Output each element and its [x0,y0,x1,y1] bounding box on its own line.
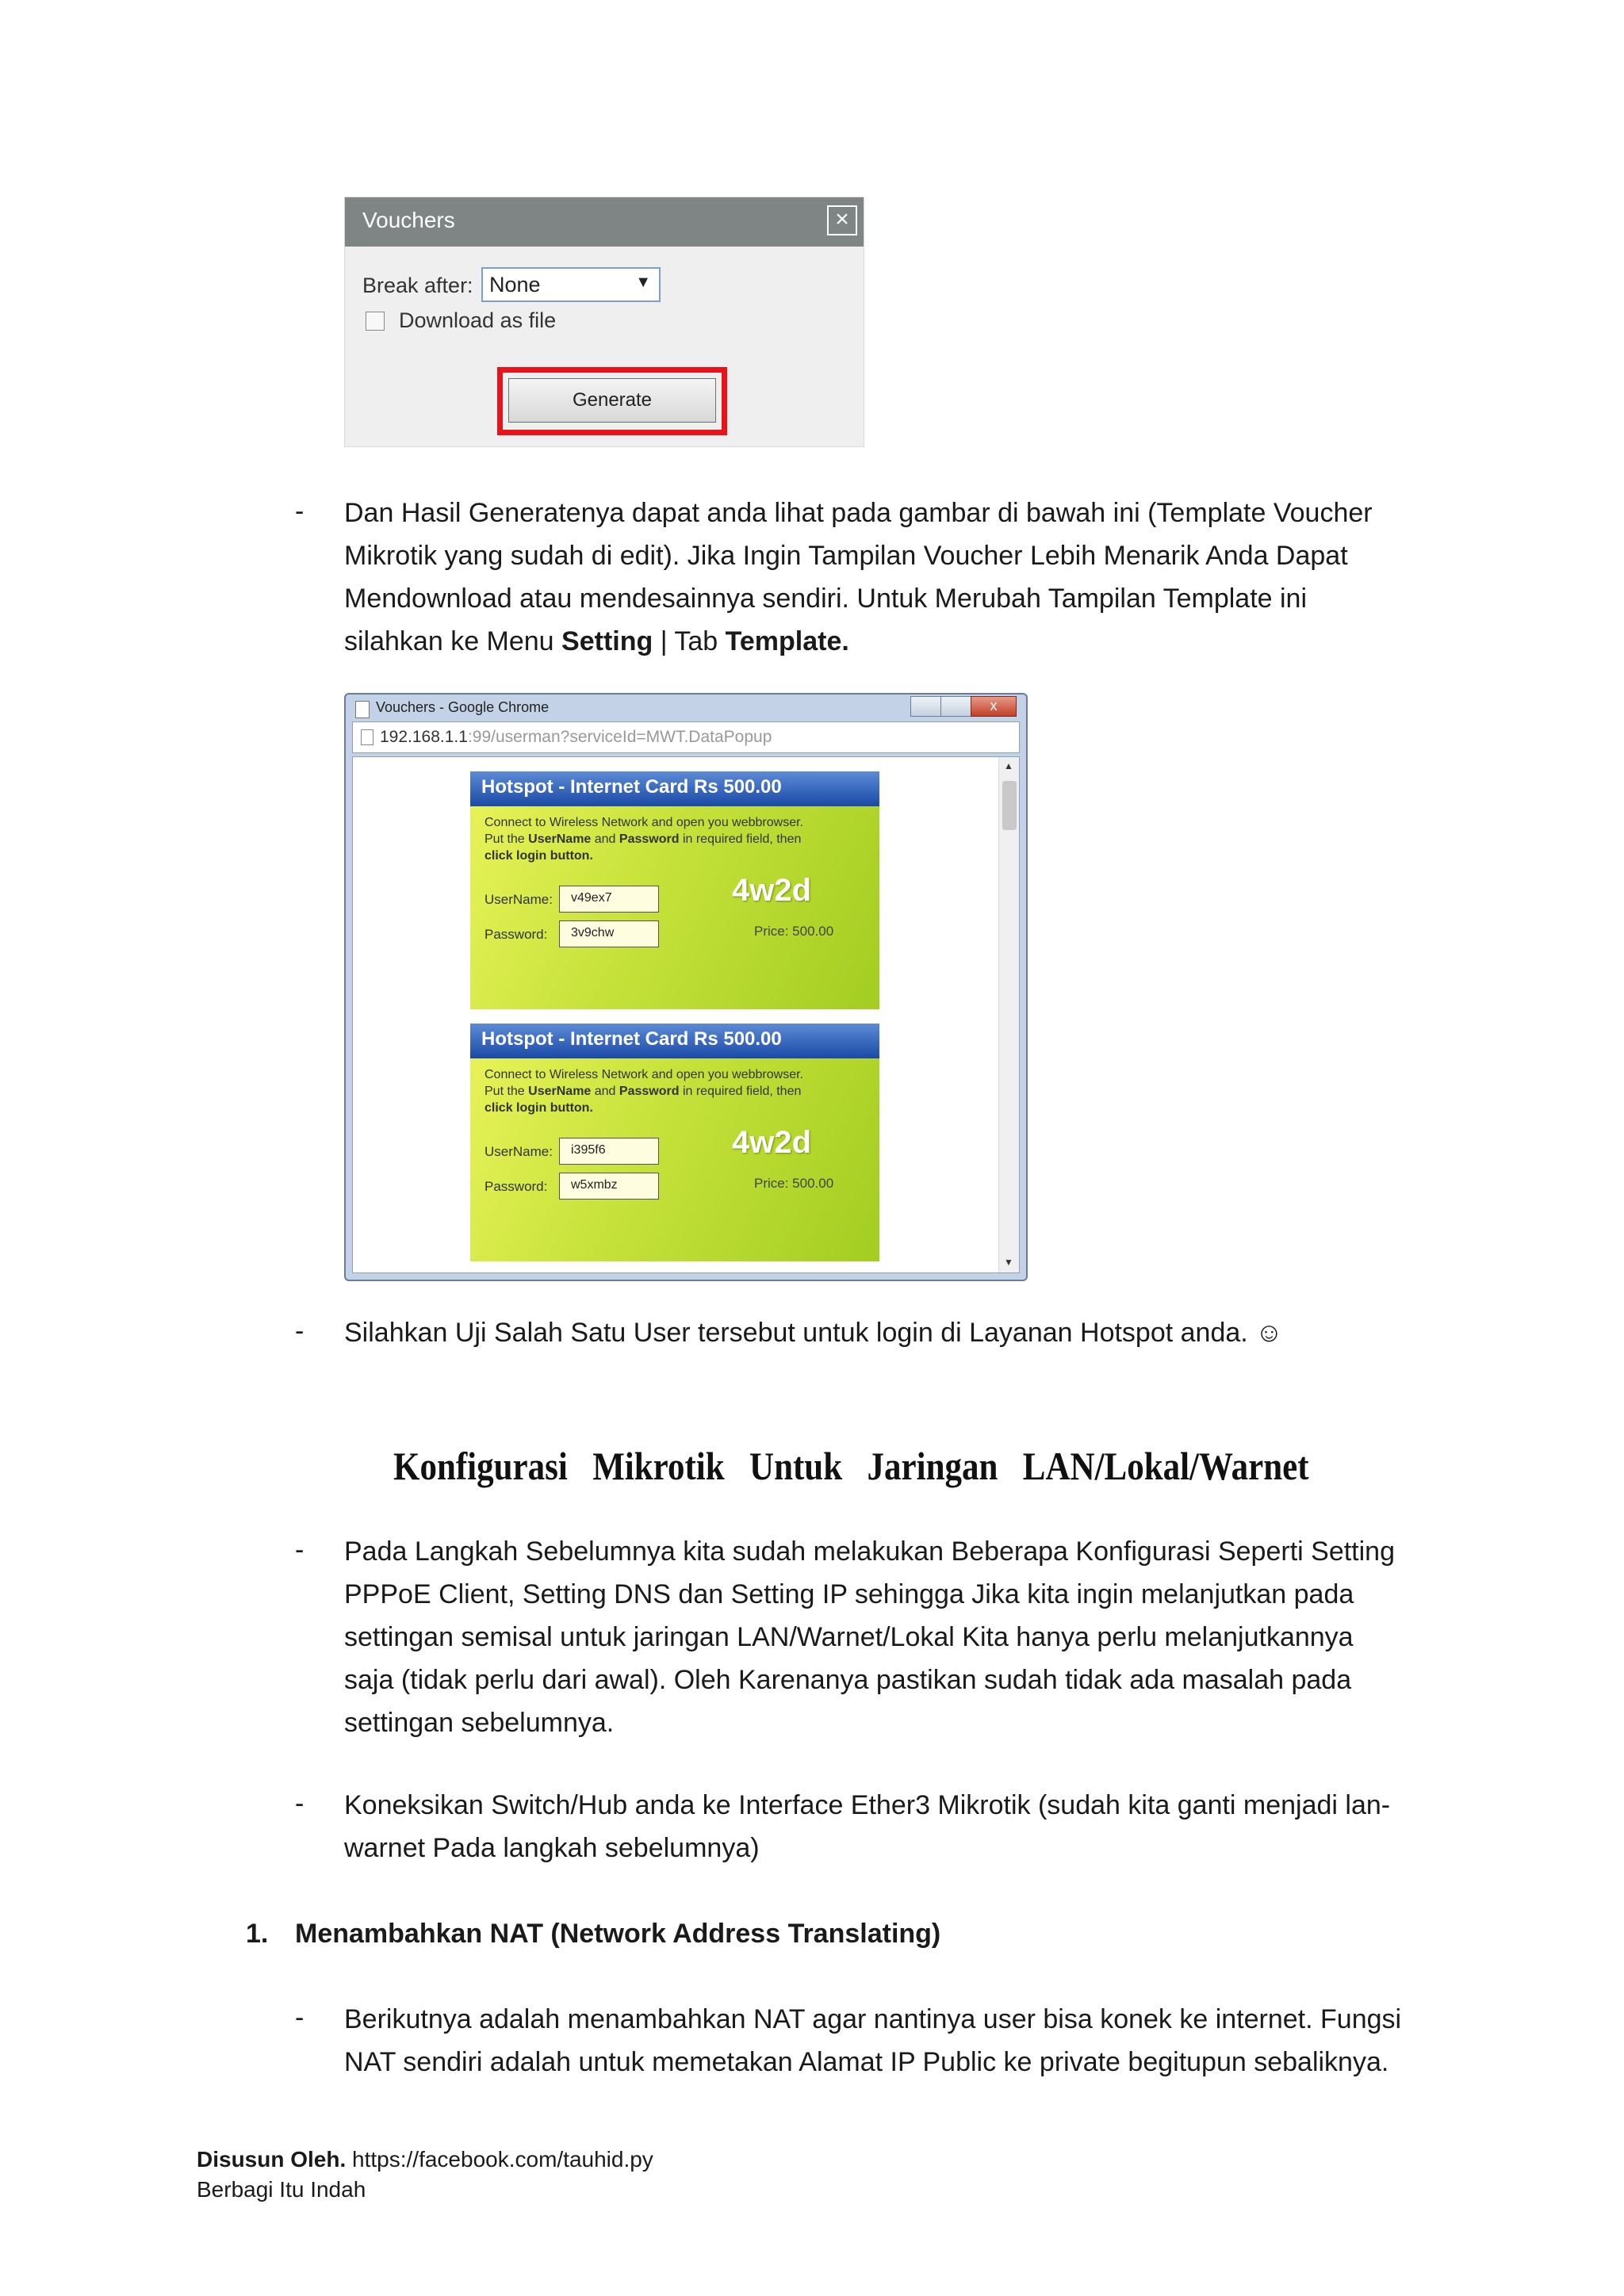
text-span: and [591,1085,619,1098]
paragraph-line: warnet Pada langkah sebelumnya) [344,1833,760,1863]
voucher-card [470,771,879,1009]
voucher-title: Hotspot - Internet Card Rs 500.00 [481,776,782,798]
instruction-line: Connect to Wireless Network and open you webbrowser. [485,816,803,829]
section-heading: Konfigurasi Mikrotik Untuk Jaringan LAN/Lokal/Warnet [393,1444,1309,1488]
voucher-card-header [470,1024,879,1058]
paragraph-line: NAT sendiri adalah untuk memetakan Alamat IP Public ke private begitupun sebaliknya. [344,2047,1389,2077]
username-label: UserName: [485,1144,553,1159]
paragraph-line: saja (tidak perlu dari awal). Oleh Karenanya pastikan sudah tidak ada masalah pada [344,1665,1352,1695]
window-close-button[interactable]: x [971,696,1017,717]
instruction-line [485,831,857,848]
paragraph-previous-config [344,1530,1431,1744]
text-span: and [591,832,619,846]
voucher-price: Price: 500.00 [754,924,834,939]
paragraph-line: Berikutnya adalah menambahkan NAT agar nantinya user bisa konek ke internet. Fungsi [344,2004,1402,2034]
voucher-price: Price: 500.00 [754,1176,834,1191]
paragraph-line: settingan sebelumnya. [344,1708,615,1738]
subheading-title: Menambahkan NAT (Network Address Translating) [295,1919,941,1949]
break-after-value: None [489,273,541,297]
address-bar[interactable] [352,721,1020,753]
browser-content [352,756,1020,1273]
voucher-card [470,1024,879,1261]
bold-setting: Setting [561,626,653,656]
password-label: Password: [485,1179,548,1194]
text-span: silahkan ke Menu [344,626,562,656]
page-icon [355,701,370,718]
minimize-button[interactable] [910,696,942,717]
bullet-dash: - [295,2003,304,2033]
break-after-label: Break after: [362,274,473,297]
voucher-title: Hotspot - Internet Card Rs 500.00 [481,1028,782,1050]
download-as-file-checkbox[interactable] [366,312,385,331]
generate-button[interactable]: Generate [508,378,716,423]
subheading-number: 1. [246,1919,269,1949]
bullet-dash: - [295,1789,304,1819]
paragraph-line: Mikrotik yang sudah di edit). Jika Ingin Tampilan Voucher Lebih Menarik Anda Dapat [344,541,1348,571]
username-field: i395f6 [559,1138,659,1165]
bullet-dash: - [295,1316,304,1346]
text-span: | Tab [653,626,726,656]
author-link[interactable]: https://facebook.com/tauhid.py [346,2147,653,2172]
paragraph-line: Mendownload atau mendesainnya sendiri. Untuk Merubah Tampilan Template ini [344,584,1308,614]
bullet-dash: - [295,496,304,526]
dialog-title-bar [345,197,864,247]
paragraph-line: Dan Hasil Generatenya dapat anda lihat pada gambar di bawah ini (Template Voucher [344,498,1373,528]
maximize-button[interactable] [940,696,972,717]
paragraph-line: settingan semisal untuk jaringan LAN/Warnet/Lokal Kita hanya perlu melanjutkannya [344,1622,1354,1652]
bold-password: Password [619,1085,680,1098]
vouchers-dialog [344,197,864,447]
scroll-thumb[interactable] [1002,781,1017,830]
instruction-line: Connect to Wireless Network and open you webbrowser. [485,1068,803,1081]
instruction-line [485,1083,857,1100]
author-label: Disusun Oleh. [197,2147,347,2172]
bold-username: UserName [528,832,592,846]
voucher-instructions [485,1066,857,1116]
password-label: Password: [485,927,548,942]
page-icon [361,729,373,745]
scroll-up-icon[interactable]: ▲ [1004,760,1013,771]
paragraph-line: Pada Langkah Sebelumnya kita sudah melakukan Beberapa Konfigurasi Seperti Setting [344,1536,1395,1567]
footer-author [197,2147,653,2172]
paragraph-line: Koneksikan Switch/Hub anda ke Interface Ether3 Mikrotik (sudah kita ganti menjadi lan- [344,1790,1391,1820]
paragraph-connect-switch [344,1784,1454,1869]
close-icon[interactable]: × [827,205,857,235]
scroll-down-icon[interactable]: ▼ [1004,1257,1013,1268]
vertical-scrollbar[interactable] [998,757,1020,1272]
paragraph-template-result [344,492,1454,663]
voucher-instructions [485,814,857,864]
password-field: w5xmbz [559,1173,659,1200]
instruction-line: click login button. [485,849,593,863]
url-host: 192.168.1.1 [380,728,468,746]
text-span: in required field, then [679,1085,802,1098]
voucher-code: 4w2d [732,873,812,908]
bullet-dash: - [295,1535,304,1565]
dialog-title: Vouchers [362,208,455,232]
voucher-code: 4w2d [732,1125,812,1160]
text-span: Put the [485,832,529,846]
username-field: v49ex7 [559,886,659,913]
paragraph-test-login: Silahkan Uji Salah Satu User tersebut untuk login di Layanan Hotspot anda. ☺ [344,1318,1283,1348]
footer-tagline: Berbagi Itu Indah [197,2177,366,2202]
text-span: in required field, then [679,832,802,846]
text-span: Put the [485,1085,529,1098]
address-url [380,728,772,747]
voucher-card-header [470,771,879,806]
break-after-select[interactable] [481,267,661,302]
paragraph-line [344,620,1454,663]
url-path: :99/userman?serviceId=MWT.DataPopup [467,728,772,746]
instruction-line: click login button. [485,1101,593,1115]
download-as-file-label: Download as file [399,308,557,332]
paragraph-line: PPPoE Client, Setting DNS dan Setting IP sehingga Jika kita ingin melanjutkan pada [344,1579,1354,1609]
chevron-down-icon: ▼ [635,274,651,291]
window-title: Vouchers - Google Chrome [376,699,550,715]
paragraph-nat [344,1998,1454,2084]
username-label: UserName: [485,892,553,907]
bold-password: Password [619,832,680,846]
bold-username: UserName [528,1085,592,1098]
bold-template: Template. [725,626,849,656]
browser-window [344,693,1028,1281]
password-field: 3v9chw [559,920,659,947]
